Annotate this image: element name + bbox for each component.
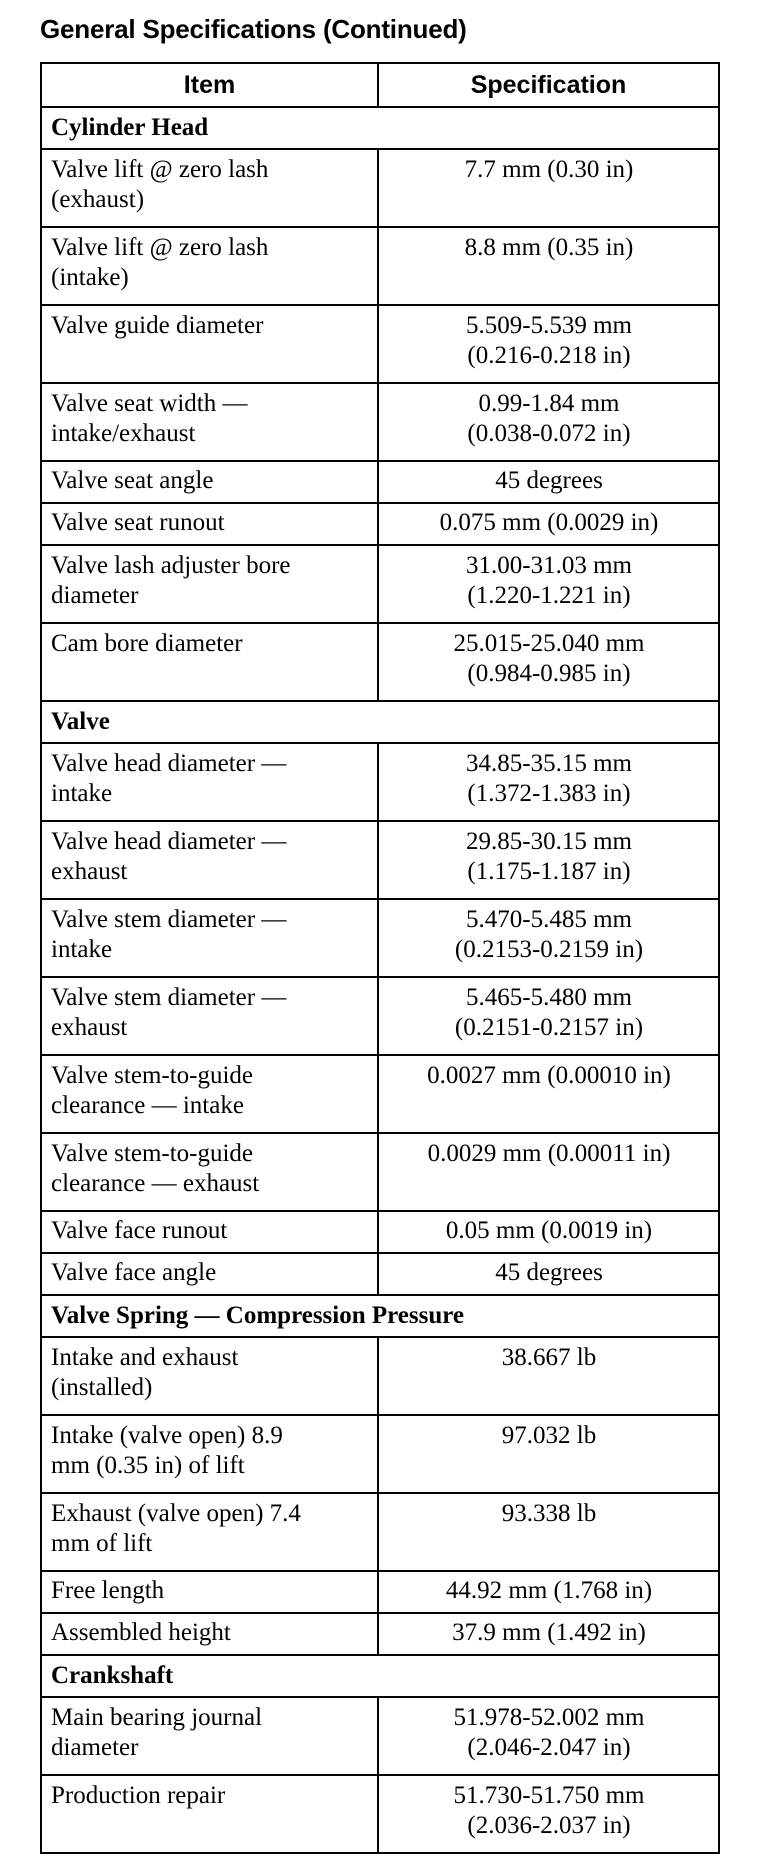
item-line: Valve lift @ zero lash	[51, 156, 269, 183]
table-row	[41, 1571, 719, 1613]
spec-cell	[378, 1493, 719, 1571]
item-cell	[41, 1253, 378, 1295]
item-line: Valve lift @ zero lash	[51, 234, 269, 261]
spec-cell	[378, 461, 719, 503]
spec-line: (1.220-1.221 in)	[467, 582, 631, 609]
table-row	[41, 1337, 719, 1415]
spec-cell	[378, 1697, 719, 1775]
spec-cell	[378, 1055, 719, 1133]
item-line: Valve stem diameter —	[51, 906, 287, 933]
item-cell	[41, 461, 378, 503]
spec-line: 45 degrees	[495, 467, 603, 494]
item-line: Valve lash adjuster bore	[51, 552, 291, 579]
spec-cell	[378, 623, 719, 701]
spec-line: (0.2153-0.2159 in)	[454, 936, 644, 963]
section-row-crankshaft	[41, 1655, 719, 1697]
spec-cell	[378, 743, 719, 821]
item-cell	[41, 821, 378, 899]
spec-line: 51.730-51.750 mm	[453, 1782, 645, 1809]
spec-line: (0.038-0.072 in)	[467, 420, 631, 447]
item-line: clearance — exhaust	[51, 1170, 260, 1197]
table-row	[41, 461, 719, 503]
item-line: Valve seat width —	[51, 390, 248, 417]
table-row	[41, 623, 719, 701]
table-row	[41, 1133, 719, 1211]
column-header-specification: Specification	[378, 63, 719, 107]
item-cell	[41, 545, 378, 623]
spec-line: (0.2151-0.2157 in)	[454, 1014, 644, 1041]
item-cell	[41, 1415, 378, 1493]
table-row	[41, 545, 719, 623]
section-heading: Crankshaft	[41, 1655, 719, 1697]
spec-line: (2.036-2.037 in)	[467, 1812, 631, 1839]
item-cell	[41, 503, 378, 545]
item-cell	[41, 899, 378, 977]
item-cell	[41, 1211, 378, 1253]
item-line: Valve head diameter —	[51, 750, 287, 777]
spec-cell	[378, 1337, 719, 1415]
section-row-valve	[41, 701, 719, 743]
spec-cell	[378, 1613, 719, 1655]
item-cell	[41, 1697, 378, 1775]
spec-cell	[378, 1133, 719, 1211]
spec-line: 38.667 lb	[501, 1344, 597, 1371]
header-row	[41, 63, 719, 107]
item-line: Intake and exhaust	[51, 1344, 239, 1371]
item-line: intake	[51, 936, 113, 963]
table-row	[41, 1613, 719, 1655]
item-line: mm of lift	[51, 1530, 153, 1557]
spec-line: 0.075 mm (0.0029 in)	[439, 509, 659, 536]
spec-line: (1.175-1.187 in)	[467, 858, 631, 885]
table-row	[41, 383, 719, 461]
spec-line: (2.046-2.047 in)	[467, 1734, 631, 1761]
spec-cell	[378, 899, 719, 977]
section-row-cylinder-head	[41, 107, 719, 149]
table-row	[41, 899, 719, 977]
spec-cell	[378, 977, 719, 1055]
spec-cell	[378, 1775, 719, 1853]
spec-table	[40, 62, 720, 1854]
spec-line: 31.00-31.03 mm	[466, 552, 632, 579]
spec-line: 7.7 mm (0.30 in)	[464, 156, 634, 183]
section-heading: Valve Spring — Compression Pressure	[41, 1295, 719, 1337]
item-line: Valve stem-to-guide	[51, 1062, 254, 1089]
spec-cell	[378, 1415, 719, 1493]
spec-cell	[378, 1211, 719, 1253]
table-row	[41, 305, 719, 383]
table-row	[41, 1253, 719, 1295]
spec-cell	[378, 149, 719, 227]
item-line: (intake)	[51, 264, 129, 291]
spec-line: (0.216-0.218 in)	[467, 342, 631, 369]
spec-line: 45 degrees	[495, 1259, 603, 1286]
item-line: Production repair	[51, 1782, 226, 1809]
section-heading: Valve	[41, 701, 719, 743]
spec-line: 25.015-25.040 mm	[453, 630, 645, 657]
item-cell	[41, 305, 378, 383]
spec-cell	[378, 1253, 719, 1295]
item-line: Valve face runout	[51, 1217, 228, 1244]
spec-cell	[378, 545, 719, 623]
item-cell	[41, 623, 378, 701]
item-line: Valve face angle	[51, 1259, 217, 1286]
table-body	[41, 107, 719, 1853]
table-row	[41, 1697, 719, 1775]
column-header-item: Item	[41, 63, 378, 107]
page-title: General Specifications (Continued)	[40, 14, 467, 44]
item-line: (installed)	[51, 1374, 153, 1401]
item-line: Exhaust (valve open) 7.4	[51, 1500, 301, 1527]
spec-line: (0.984-0.985 in)	[467, 660, 631, 687]
spec-line: 0.05 mm (0.0019 in)	[445, 1217, 653, 1244]
table-row	[41, 503, 719, 545]
item-line: intake	[51, 780, 113, 807]
item-line: Valve seat angle	[51, 467, 214, 494]
table-row	[41, 821, 719, 899]
section-row-valve-spring-compression-pressure	[41, 1295, 719, 1337]
spec-line: 0.0029 mm (0.00011 in)	[427, 1140, 671, 1167]
item-line: diameter	[51, 1734, 139, 1761]
item-line: exhaust	[51, 858, 128, 885]
item-cell	[41, 977, 378, 1055]
table-row	[41, 1211, 719, 1253]
spec-line: 44.92 mm (1.768 in)	[445, 1577, 653, 1604]
item-cell	[41, 1337, 378, 1415]
table-row	[41, 1055, 719, 1133]
item-line: Valve seat runout	[51, 509, 225, 536]
spec-line: 0.0027 mm (0.00010 in)	[427, 1062, 671, 1089]
item-cell	[41, 743, 378, 821]
item-line: (exhaust)	[51, 186, 145, 213]
spec-line: 0.99-1.84 mm	[478, 390, 620, 417]
spec-line: 51.978-52.002 mm	[453, 1704, 645, 1731]
item-line: Valve head diameter —	[51, 828, 287, 855]
item-cell	[41, 1613, 378, 1655]
item-line: Valve stem-to-guide	[51, 1140, 254, 1167]
spec-cell	[378, 821, 719, 899]
item-line: mm (0.35 in) of lift	[51, 1452, 245, 1479]
item-cell	[41, 1133, 378, 1211]
item-line: intake/exhaust	[51, 420, 196, 447]
spec-line: 37.9 mm (1.492 in)	[452, 1619, 646, 1646]
spec-cell	[378, 305, 719, 383]
item-line: Intake (valve open) 8.9	[51, 1422, 283, 1449]
table-row	[41, 977, 719, 1055]
spec-line: 5.470-5.485 mm	[466, 906, 632, 933]
item-cell	[41, 1775, 378, 1853]
spec-line: 97.032 lb	[501, 1422, 597, 1449]
item-line: Assembled height	[51, 1619, 231, 1646]
table-row	[41, 1415, 719, 1493]
spec-line: 29.85-30.15 mm	[466, 828, 632, 855]
spec-cell	[378, 227, 719, 305]
item-cell	[41, 1493, 378, 1571]
item-cell	[41, 227, 378, 305]
spec-line: 34.85-35.15 mm	[466, 750, 632, 777]
spec-line: 5.465-5.480 mm	[466, 984, 632, 1011]
section-heading: Cylinder Head	[41, 107, 719, 149]
table-header	[41, 63, 719, 107]
item-line: exhaust	[51, 1014, 128, 1041]
spec-line: 93.338 lb	[501, 1500, 597, 1527]
item-cell	[41, 1571, 378, 1613]
item-cell	[41, 1055, 378, 1133]
spec-line: 8.8 mm (0.35 in)	[464, 234, 634, 261]
item-line: Valve guide diameter	[51, 312, 264, 339]
item-cell	[41, 149, 378, 227]
item-line: Main bearing journal	[51, 1704, 263, 1731]
spec-cell	[378, 1571, 719, 1613]
spec-line: 5.509-5.539 mm	[466, 312, 632, 339]
item-line: diameter	[51, 582, 139, 609]
item-line: Free length	[51, 1577, 165, 1604]
item-line: Cam bore diameter	[51, 630, 243, 657]
table-row	[41, 743, 719, 821]
spec-line: (1.372-1.383 in)	[467, 780, 631, 807]
table-row	[41, 149, 719, 227]
item-line: clearance — intake	[51, 1092, 244, 1119]
table-row	[41, 1493, 719, 1571]
table-row	[41, 227, 719, 305]
table-row	[41, 1775, 719, 1853]
item-cell	[41, 383, 378, 461]
spec-cell	[378, 383, 719, 461]
spec-cell	[378, 503, 719, 545]
item-line: Valve stem diameter —	[51, 984, 287, 1011]
